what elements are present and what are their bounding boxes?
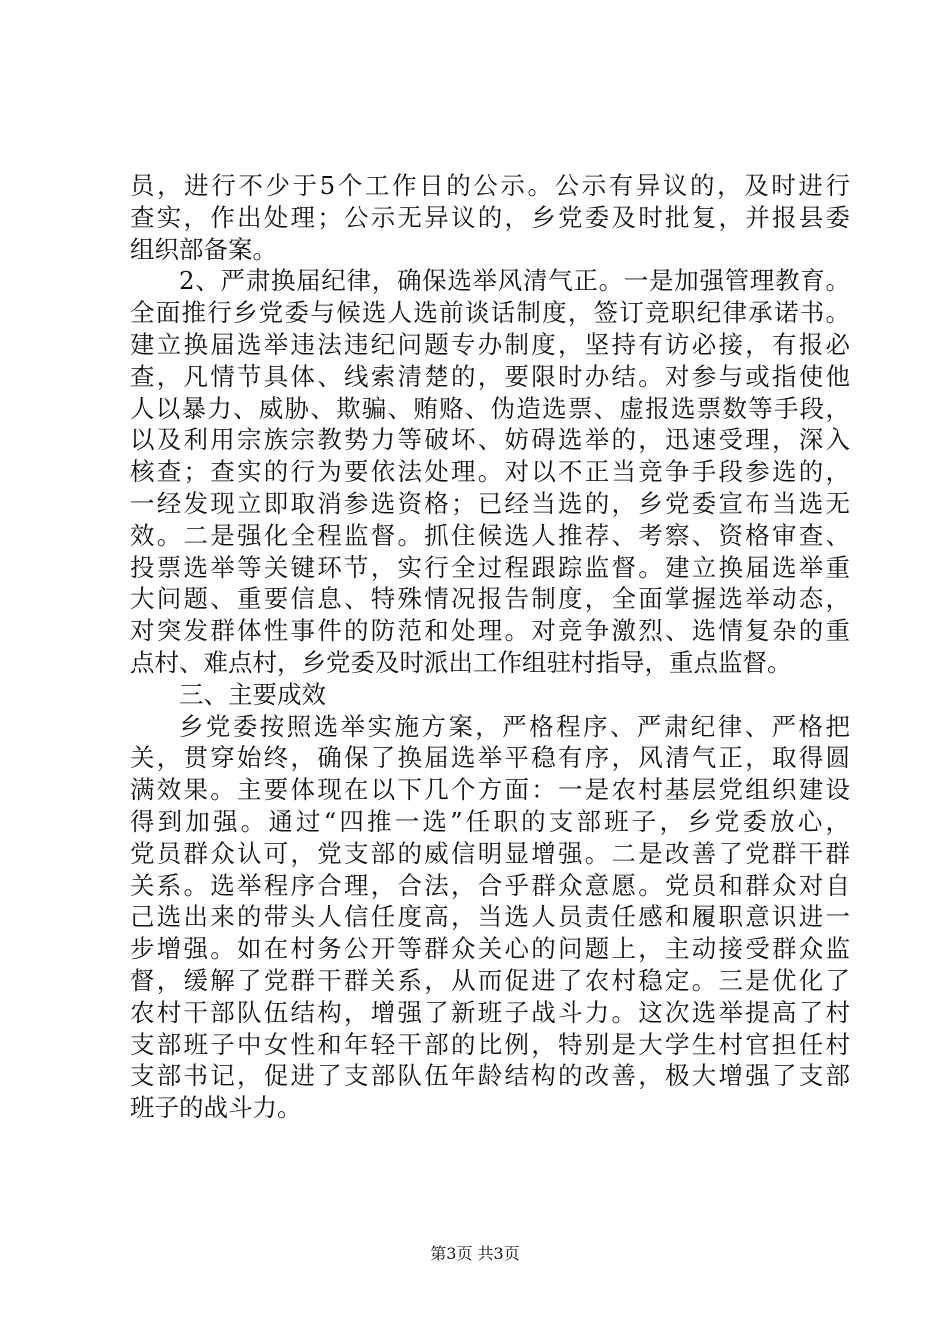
text-line: 督，缓解了党群干群关系，从而促进了农村稳定。三是优化了 [130,965,850,995]
text-line: 关系。选举程序合理，合法，合乎群众意愿。党员和群众对自 [130,870,850,900]
text-line: 全面推行乡党委与候选人选前谈话制度，签订竞职纪律承诺书。 [130,298,850,328]
text-line: 农村干部队伍结构，增强了新班子战斗力。这次选举提高了村 [130,997,850,1027]
page-number: 第3页 共3页 [430,1244,520,1263]
text-line: 一经发现立即取消参选资格；已经当选的，乡党委宣布当选无 [130,488,850,518]
text-line: 关，贯穿始终，确保了换届选举平稳有序，风清气正，取得圆 [130,743,850,773]
document-body [130,170,850,1124]
text-line: 支部书记，促进了支部队伍年龄结构的改善，极大增强了支部 [130,1061,850,1091]
text-line: 对突发群体性事件的防范和处理。对竞争激烈、选情复杂的重 [130,616,850,646]
text-line: 2、严肃换届纪律，确保选举风清气正。一是加强管理教育。 [179,266,850,296]
text-line: 查实，作出处理；公示无异议的，乡党委及时批复，并报县委 [130,202,850,232]
text-line: 以及利用宗族宗教势力等破坏、妨碍选举的，迅速受理，深入 [130,425,850,455]
text-line: 班子的战斗力。 [130,1093,302,1123]
text-line: 三、主要成效 [179,679,326,709]
text-line: 步增强。如在村务公开等群众关心的问题上，主动接受群众监 [130,934,850,964]
page-footer [0,1244,950,1264]
text-line: 大问题、重要信息、特殊情况报告制度，全面掌握选举动态， [130,584,850,614]
text-line: 员，进行不少于5个工作日的公示。公示有异议的，及时进行 [130,171,850,200]
text-line: 点村、难点村，乡党委及时派出工作组驻村指导，重点监督。 [130,647,792,677]
text-line: 满效果。主要体现在以下几个方面：一是农村基层党组织建设 [130,775,850,805]
text-line: 组织部备案。 [130,234,277,264]
text-line: 查，凡情节具体、线索清楚的，要限时办结。对参与或指使他 [130,361,850,391]
text-line: 核查；查实的行为要依法处理。对以不正当竞争手段参选的， [130,457,850,487]
text-line: 建立换届选举违法违纪问题专办制度，坚持有访必接，有报必 [130,329,850,359]
text-line: 党员群众认可，党支部的威信明显增强。二是改善了党群干群 [130,838,850,868]
text-line: 乡党委按照选举实施方案，严格程序、严肃纪律、严格把 [179,711,850,741]
text-line: 投票选举等关键环节，实行全过程跟踪监督。建立换届选举重 [130,552,850,582]
text-line: 得到加强。通过“四推一选”任职的支部班子，乡党委放心， [130,806,850,836]
text-line: 支部班子中女性和年轻干部的比例，特别是大学生村官担任村 [130,1029,850,1059]
text-line: 人以暴力、威胁、欺骗、贿赂、伪造选票、虚报选票数等手段， [130,393,850,423]
text-line: 效。二是强化全程监督。抓住候选人推荐、考察、资格审查、 [130,520,850,550]
text-line: 己选出来的带头人信任度高，当选人员责任感和履职意识进一 [130,902,850,932]
